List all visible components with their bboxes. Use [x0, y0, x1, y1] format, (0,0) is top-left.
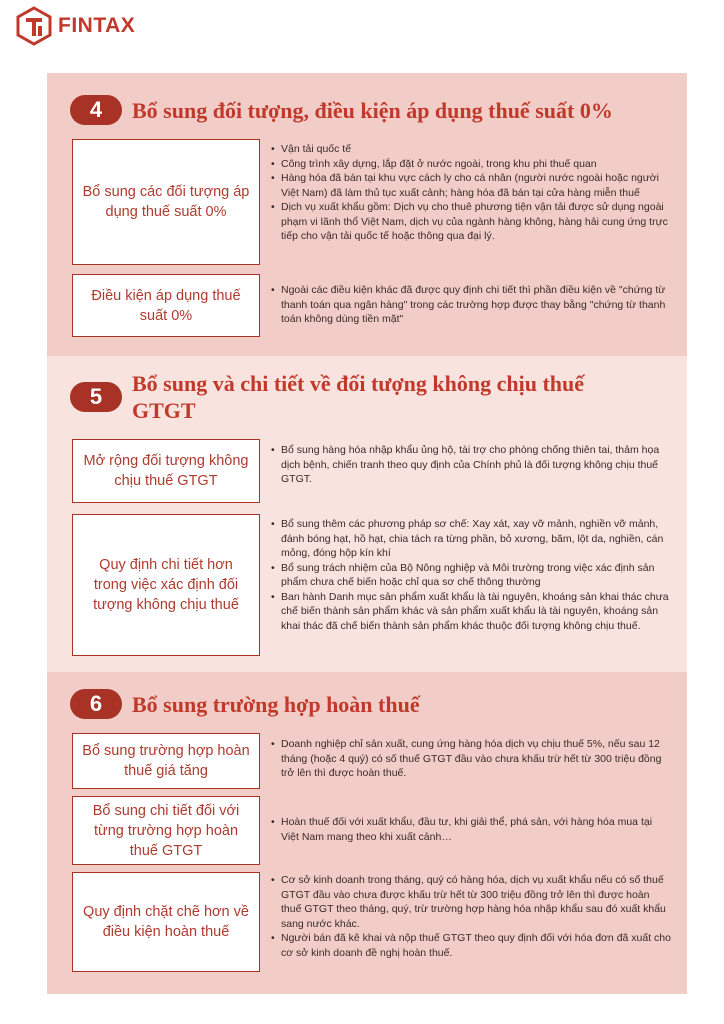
section-number-badge: 4 [70, 95, 122, 125]
bullet-item: • Dịch vụ xuất khẩu gồm: Dịch vụ cho thuê phương tiện vận tải được sử dụng ngoài phạm vi lãnh thổ Việt Nam, dịch vụ của ngành hàng không, hàng hải cung ứng trực tiếp cho vận tải quốc tế hoặc thông qua đại lý. [271, 200, 671, 244]
bullet-item: • Người bán đã kê khai và nộp thuế GTGT theo quy định đối với hóa đơn đã xuất cho cơ sở kinh doanh đề nghị hoàn thuế. [271, 931, 671, 960]
section-5 [47, 356, 687, 672]
bullet-item: • Bổ sung trách nhiệm của Bộ Nông nghiệp và Môi trường trong việc xác định sản phẩm chưa chế biến hoặc chỉ qua sơ chế thông thường [271, 561, 671, 590]
brand-logo [14, 6, 135, 46]
bullet-item: • Cơ sở kinh doanh trong tháng, quý có hàng hóa, dịch vụ xuất khẩu nếu có số thuế GTGT đầu vào chưa được khấu trừ hết từ 300 triệu đồng trở lên thì được hoàn thuế GTGT theo tháng, quý, trừ trường hợp hàng hóa nhập khẩu sau đó xuất khẩu sang nước khác. [271, 873, 671, 931]
row-bullets [271, 815, 671, 844]
bullet-item: • Vận tải quốc tế [271, 142, 671, 157]
section-title: Bổ sung đối tượng, điều kiện áp dụng thuế suất 0% [132, 97, 613, 123]
row-bullets [271, 873, 671, 960]
row-bullets [271, 737, 671, 781]
row-label: Bổ sung các đối tượng áp dụng thuế suất 0% [72, 139, 260, 265]
row-label: Bổ sung chi tiết đối với từng trường hợp hoàn thuế GTGT [72, 796, 260, 865]
bullet-item: • Bổ sung hàng hóa nhập khẩu ủng hộ, tài trợ cho phòng chống thiên tai, thảm họa dịch bệnh, chiến tranh theo quy định của Chính phủ là đối tượng không chịu thuế GTGT. [271, 443, 671, 487]
section-number-badge: 5 [70, 382, 122, 412]
section-header [70, 689, 652, 719]
bullet-item: • Hàng hóa đã bán tại khu vực cách ly cho cá nhân (người nước ngoài hoặc người Việt Nam) đã làm thủ tục xuất cảnh; hàng hóa đã bán tại cửa hàng miễn thuế [271, 171, 671, 200]
section-6 [47, 672, 687, 994]
row-label: Mở rộng đối tượng không chịu thuế GTGT [72, 439, 260, 503]
brand-name: FINTAX [58, 14, 136, 37]
section-title: Bổ sung và chi tiết về đối tượng không chịu thuế GTGT [132, 371, 585, 423]
row-bullets [271, 283, 671, 327]
section-number-badge: 6 [70, 689, 122, 719]
row-label: Điều kiện áp dụng thuế suất 0% [72, 274, 260, 337]
bullet-item: • Bổ sung thêm các phương pháp sơ chế: Xay xát, xay vỡ mảnh, nghiền vỡ mảnh, đánh bóng hạt, hồ hạt, chia tách ra từng phần, bỏ xương, băm, lột da, nghiền, cán mỏng, đóng hộp kín khí [271, 517, 671, 561]
row-label: Bổ sung trường hợp hoàn thuế giá tăng [72, 733, 260, 789]
row-bullets [271, 142, 671, 244]
row-label: Quy định chặt chẽ hơn về điều kiện hoàn thuế [72, 872, 260, 972]
row-bullets [271, 443, 671, 487]
section-title: Bổ sung trường hợp hoàn thuế [132, 691, 420, 717]
row-label: Quy định chi tiết hơn trong việc xác định đối tượng không chịu thuế [72, 514, 260, 656]
row-bullets [271, 517, 671, 633]
bullet-item: • Ngoài các điều kiện khác đã được quy định chi tiết thì phần điều kiện về "chứng từ thanh toán qua ngân hàng" trong các trường hợp được thay bằng "chứng từ thanh toán không dùng tiền mặt" [271, 283, 671, 327]
section-header [70, 370, 652, 424]
bullet-item: • Hoàn thuế đối với xuất khẩu, đầu tư, khi giải thể, phá sản, với hàng hóa mua tại Việt Nam mang theo khi xuất cảnh… [271, 815, 671, 844]
bullet-item: • Công trình xây dựng, lắp đặt ở nước ngoài, trong khu phi thuế quan [271, 157, 671, 172]
bullet-item: • Doanh nghiệp chỉ sản xuất, cung ứng hàng hóa dịch vụ chịu thuế 5%, nếu sau 12 tháng (hoặc 4 quý) có số thuế GTGT đầu vào chưa khấu trừ hết từ 300 triệu đồng trở lên thì được hoàn thuế. [271, 737, 671, 781]
fintax-logo-icon [14, 6, 54, 46]
bullet-item: • Ban hành Danh mục sản phẩm xuất khẩu là tài nguyên, khoáng sản khai thác chưa chế biến thành sản phẩm khác và sản phẩm xuất khẩu là tài nguyên, khoáng sản khai thác đã chế biến thành sản phẩm khác thuộc đối tượng không chịu thuế. [271, 590, 671, 634]
section-header [70, 95, 672, 125]
section-4 [47, 73, 687, 356]
